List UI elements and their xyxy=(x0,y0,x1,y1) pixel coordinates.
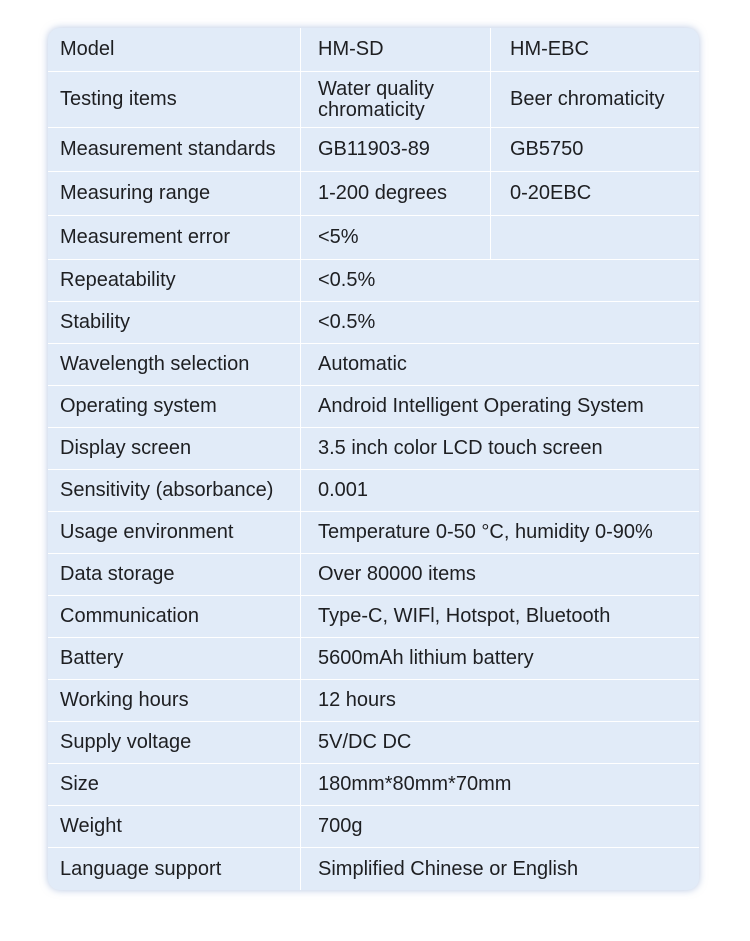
table-row xyxy=(48,216,699,260)
row-label: Communication xyxy=(60,605,199,627)
table-row xyxy=(48,172,699,216)
row-value-hm-sd: 1-200 degrees xyxy=(300,172,490,215)
row-value-hm-ebc: Beer chromaticity xyxy=(490,72,699,127)
row-value: Temperature 0-50 °C, humidity 0-90% xyxy=(300,512,699,553)
table-row xyxy=(48,722,699,764)
row-label: Battery xyxy=(60,647,124,669)
table-row xyxy=(48,638,699,680)
table-row xyxy=(48,806,699,848)
row-label: Testing items xyxy=(60,88,177,110)
row-label: Supply voltage xyxy=(60,731,192,753)
row-value: <0.5% xyxy=(300,260,699,301)
row-label: Display screen xyxy=(60,437,192,459)
table-row xyxy=(48,344,699,386)
table-row xyxy=(48,386,699,428)
row-value-text: Water quality chromaticity xyxy=(318,77,434,121)
row-value-hm-sd xyxy=(300,72,490,127)
row-value-hm-ebc: 0-20EBC xyxy=(490,172,699,215)
table-header-row xyxy=(48,28,699,72)
row-label: Weight xyxy=(60,815,122,837)
table-row xyxy=(48,596,699,638)
row-label: Measurement error xyxy=(60,226,231,248)
row-value-hm-sd: GB11903-89 xyxy=(300,128,490,171)
row-label: Size xyxy=(60,773,99,795)
row-label: Stability xyxy=(60,311,131,333)
row-value: Simplified Chinese or English xyxy=(300,848,699,890)
row-label: Sensitivity (absorbance) xyxy=(60,479,274,501)
row-label: Operating system xyxy=(60,395,217,417)
row-value-hm-sd: <5% xyxy=(300,216,490,259)
table-row xyxy=(48,470,699,512)
row-value: 5600mAh lithium battery xyxy=(300,638,699,679)
table-row xyxy=(48,554,699,596)
row-value: Automatic xyxy=(300,344,699,385)
row-label: Working hours xyxy=(60,689,189,711)
table-row xyxy=(48,260,699,302)
spec-table xyxy=(48,28,699,890)
row-value: 3.5 inch color LCD touch screen xyxy=(300,428,699,469)
row-value: Over 80000 items xyxy=(300,554,699,595)
table-row xyxy=(48,512,699,554)
row-label: Wavelength selection xyxy=(60,353,250,375)
row-label: Usage environment xyxy=(60,521,234,543)
row-value: <0.5% xyxy=(300,302,699,343)
row-value: 0.001 xyxy=(300,470,699,511)
row-value: Type-C, WIFl, Hotspot, Bluetooth xyxy=(300,596,699,637)
row-value-hm-ebc: GB5750 xyxy=(490,128,699,171)
row-label: Measuring range xyxy=(60,182,211,204)
table-row xyxy=(48,764,699,806)
header-model-hm-ebc: HM-EBC xyxy=(490,28,699,71)
row-label: Repeatability xyxy=(60,269,176,291)
row-value: 12 hours xyxy=(300,680,699,721)
row-value: 5V/DC DC xyxy=(300,722,699,763)
header-model-hm-sd: HM-SD xyxy=(300,28,490,71)
row-label: Data storage xyxy=(60,563,175,585)
row-value-hm-ebc xyxy=(490,216,699,259)
table-row xyxy=(48,72,699,128)
row-value: 180mm*80mm*70mm xyxy=(300,764,699,805)
header-label: Model xyxy=(60,38,115,60)
row-value: Android Intelligent Operating System xyxy=(300,386,699,427)
row-label: Measurement standards xyxy=(60,138,276,160)
table-row xyxy=(48,128,699,172)
table-row xyxy=(48,428,699,470)
table-row xyxy=(48,680,699,722)
row-label: Language support xyxy=(60,857,222,880)
table-row xyxy=(48,302,699,344)
table-row xyxy=(48,848,699,890)
row-value: 700g xyxy=(300,806,699,847)
